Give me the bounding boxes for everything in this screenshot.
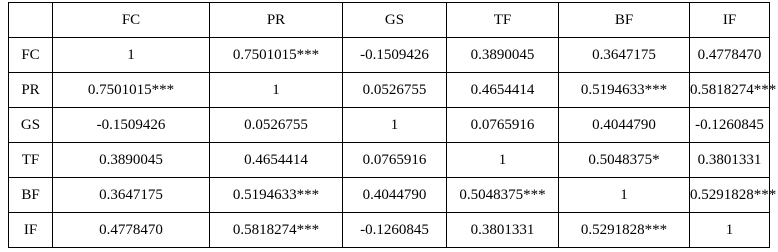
table-cell: 1 (690, 213, 770, 248)
row-label-cell: FC (9, 38, 53, 73)
table-cell: 0.3647175 (53, 178, 210, 213)
table-row-if (9, 213, 770, 248)
table-cell: 0.0526755 (343, 73, 447, 108)
table-cell: 1 (447, 143, 559, 178)
table-cell: 0.7501015*** (210, 38, 343, 73)
table-cell: 0.4654414 (447, 73, 559, 108)
table-row-bf (9, 178, 770, 213)
table-cell: -0.1260845 (690, 108, 770, 143)
table-cell: 0.3647175 (559, 38, 690, 73)
row-label-cell: PR (9, 73, 53, 108)
header-cell-fc: FC (53, 3, 210, 38)
table-cell: 1 (53, 38, 210, 73)
table-cell: 0.3801331 (690, 143, 770, 178)
table-cell: 0.7501015*** (53, 73, 210, 108)
table-cell: 0.0526755 (210, 108, 343, 143)
header-corner-cell (9, 3, 53, 38)
table-cell: -0.1509426 (53, 108, 210, 143)
table-row-tf (9, 143, 770, 178)
table-cell: 0.3801331 (447, 213, 559, 248)
table-cell: 0.5291828*** (559, 213, 690, 248)
table-cell: -0.1260845 (343, 213, 447, 248)
correlation-table-body (9, 3, 777, 248)
table-row-fc (9, 38, 770, 73)
table-cell: -0.1509426 (343, 38, 447, 73)
header-cell-gs: GS (343, 3, 447, 38)
table-row-pr (9, 73, 770, 108)
table-cell: 0.5194633*** (559, 73, 690, 108)
table-cell: 0.5818274*** (210, 213, 343, 248)
header-cell-pr: PR (210, 3, 343, 38)
table-cell: 1 (343, 108, 447, 143)
row-label-cell: IF (9, 213, 53, 248)
table-cell: 1 (210, 73, 343, 108)
table-row-gs (9, 108, 770, 143)
table-cell: 0.0765916 (447, 108, 559, 143)
header-cell-bf: BF (559, 3, 690, 38)
header-cell-if: IF (690, 3, 770, 38)
correlation-table (8, 2, 777, 248)
table-cell: 0.3890045 (447, 38, 559, 73)
table-cell: 0.5291828*** (690, 178, 770, 213)
row-label-cell: BF (9, 178, 53, 213)
table-cell: 0.3890045 (53, 143, 210, 178)
table-cell: 1 (559, 178, 690, 213)
table-cell: 0.5818274*** (690, 73, 770, 108)
row-label-cell: GS (9, 108, 53, 143)
header-cell-tf: TF (447, 3, 559, 38)
table-cell: 0.4044790 (343, 178, 447, 213)
table-cell: 0.4654414 (210, 143, 343, 178)
table-cell: 0.5194633*** (210, 178, 343, 213)
row-label-cell: TF (9, 143, 53, 178)
table-cell: 0.5048375*** (447, 178, 559, 213)
table-cell: 0.4778470 (690, 38, 770, 73)
table-cell: 0.5048375* (559, 143, 690, 178)
header-row (9, 3, 770, 38)
table-cell: 0.4778470 (53, 213, 210, 248)
table-cell: 0.4044790 (559, 108, 690, 143)
table-cell: 0.0765916 (343, 143, 447, 178)
